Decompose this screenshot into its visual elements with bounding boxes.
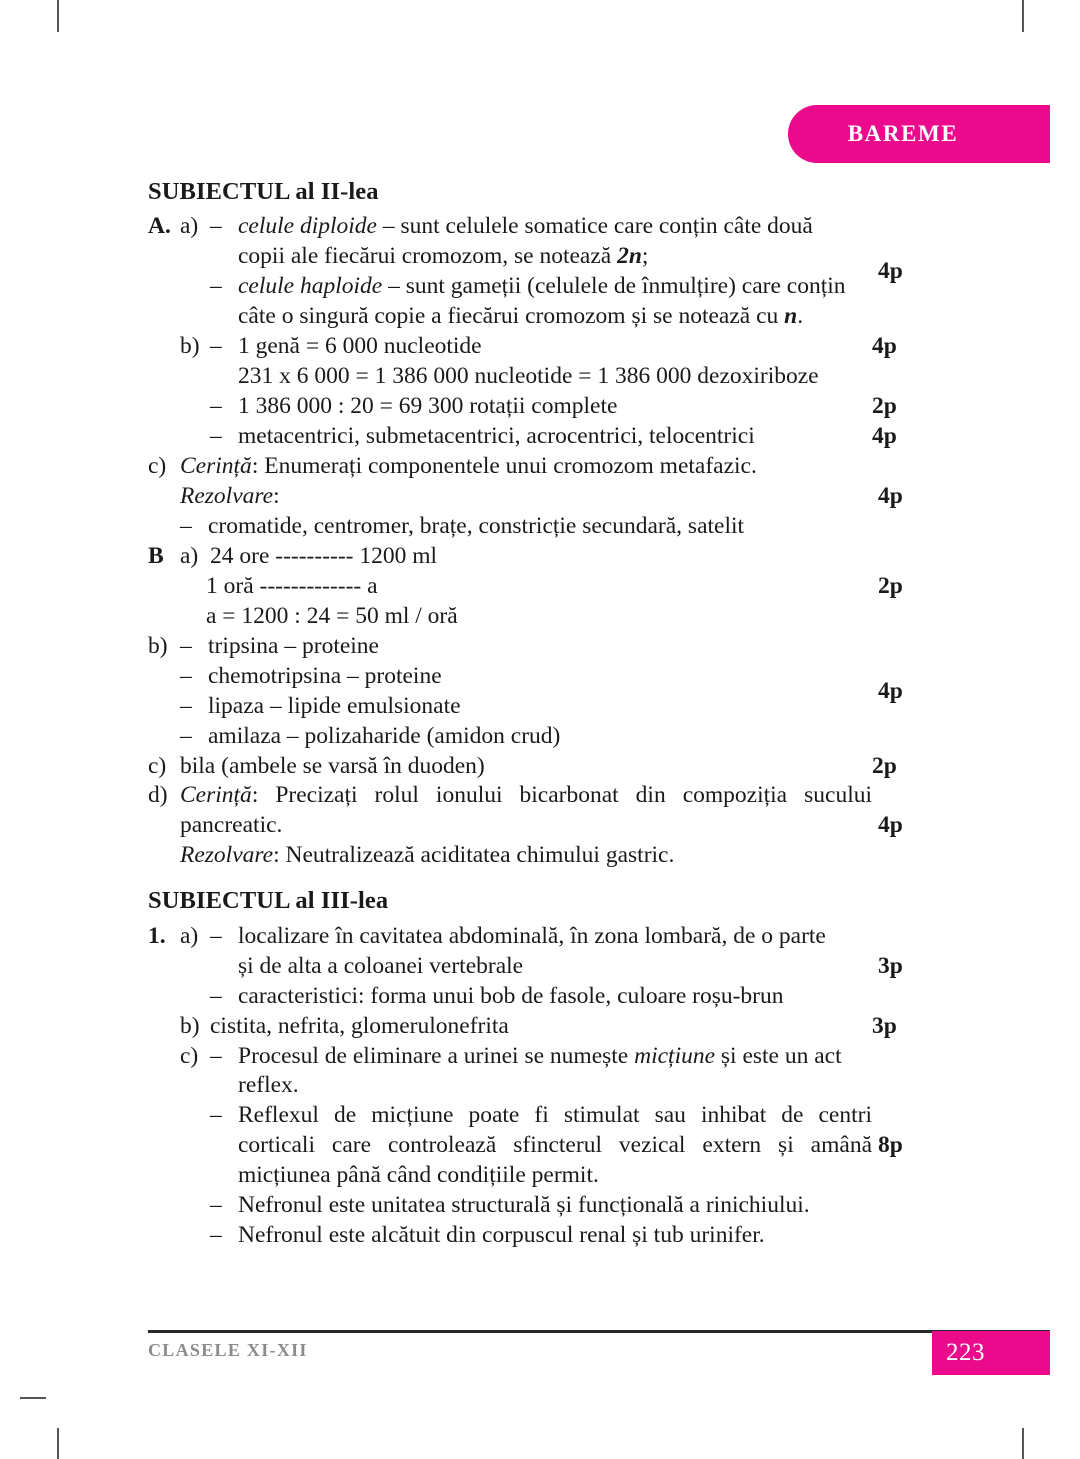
marker-A-a: a) — [180, 213, 199, 240]
rezolvare-line — [180, 482, 872, 512]
enzyme-item: lipaza – lipide emulsionate — [208, 692, 461, 719]
proportion-line-3: a = 1200 : 24 = 50 ml / oră — [206, 602, 458, 629]
item-1-a — [148, 922, 928, 1012]
kidney-location-line-2: și de alta a coloanei vertebrale — [238, 952, 524, 979]
item-1-b — [148, 1012, 928, 1042]
bullet-dash: – — [180, 692, 192, 719]
mictiune-post: și este un act reflex. — [238, 1042, 842, 1099]
calc-line-3: 1 386 000 : 20 = 69 300 rotații complete — [238, 393, 618, 420]
bullet-dash: – — [210, 423, 222, 450]
bullet-dash: – — [210, 982, 222, 1009]
marker-B-c: c) — [148, 752, 167, 779]
points-A-b-1: 4p — [872, 333, 897, 360]
points-A-c: 4p — [878, 482, 903, 509]
marker-B-d: d) — [148, 782, 168, 809]
term-celule-diploide: celule diploide — [238, 213, 377, 240]
item-B-c — [148, 752, 928, 782]
bullet-text — [238, 272, 872, 302]
crop-mark-bottom-left-h — [20, 1397, 46, 1399]
marker-1: 1. — [148, 922, 166, 949]
item-B-a — [148, 542, 928, 632]
footer-class-label: CLASELE XI-XII — [148, 1340, 308, 1360]
item-B-b — [148, 632, 928, 752]
cont-pre: câte o singură copie a fiecărui cromozom și se notează cu — [238, 303, 785, 330]
bareme-badge-label: BAREME — [847, 121, 959, 146]
bullet-dash: – — [210, 1042, 222, 1069]
rezolvare-text: : Neutralizează aciditatea chimului gastric. — [273, 842, 675, 869]
crop-mark-bottom-left — [57, 1428, 59, 1459]
bullet-dash: – — [180, 512, 192, 539]
bullet-dash: – — [210, 393, 222, 420]
points-B-d: 4p — [878, 812, 903, 839]
points-A-a: 4p — [878, 258, 903, 285]
label-cerinta: Cerință — [180, 782, 252, 809]
marker-B-a: a) — [180, 542, 199, 569]
nefron-structure: Nefronul este alcătuit din corpuscul renal și tub urinifer. — [238, 1222, 765, 1249]
cont-post: ; — [641, 243, 649, 270]
document-content — [148, 176, 928, 1251]
item-A-a — [148, 212, 928, 332]
notation-n: n — [784, 303, 798, 330]
diseases-text: cistita, nefrita, glomerulonefrita — [210, 1012, 509, 1039]
label-cerinta: Cerință — [180, 452, 252, 479]
label-rezolvare: Rezolvare — [180, 482, 274, 509]
points-A-b-3: 2p — [872, 393, 897, 420]
item-A-c — [148, 452, 928, 542]
bullet-dash: – — [180, 722, 192, 749]
crop-mark-top-left — [57, 0, 59, 32]
marker-A-c: c) — [148, 452, 167, 479]
points-A-b-4: 4p — [872, 423, 897, 450]
points-1-a: 3p — [878, 952, 903, 979]
bullet-text: cromatide, centromer, brațe, constricție secundară, satelit — [208, 512, 745, 539]
bullet-dash: – — [210, 922, 222, 949]
marker-B: B — [148, 542, 164, 569]
bullet-continuation — [148, 242, 872, 272]
section-title-subiectul-2: SUBIECTUL al II-lea — [148, 178, 379, 205]
marker-1-b: b) — [180, 1012, 200, 1039]
points-B-a: 2p — [878, 572, 903, 599]
bullet-dash: – — [210, 273, 222, 300]
marker-B-b: b) — [148, 632, 168, 659]
crop-mark-top-right — [1022, 0, 1024, 32]
marker-1-c: c) — [180, 1042, 199, 1069]
points-1-c: 8p — [878, 1132, 903, 1159]
points-B-c: 2p — [872, 752, 897, 779]
item-A-b — [148, 332, 928, 452]
kidney-location-line-1: localizare în cavitatea abdominală, în zona lombară, de o parte — [238, 922, 826, 949]
mictiune-pre: Procesul de eliminare a urinei se numește — [238, 1042, 635, 1069]
bullet-text — [238, 212, 872, 242]
bile-text: bila (ambele se varsă în duoden) — [180, 752, 485, 779]
bareme-badge-fill — [788, 105, 1050, 163]
bullet-dash: – — [180, 632, 192, 659]
proportion-line-2: 1 oră ------------- a — [206, 572, 378, 599]
bullet-dash: – — [210, 333, 222, 360]
section-title-subiectul-3: SUBIECTUL al III-lea — [148, 887, 389, 915]
bullet-rest: – sunt gameții (celulele de înmulțire) care conțin — [382, 273, 846, 300]
nefron-unit: Nefronul este unitatea structurală și funcțională a rinichiului. — [238, 1192, 810, 1219]
page-number: 223 — [946, 1339, 985, 1366]
term-mictiune: micțiune — [634, 1042, 716, 1069]
proportion-line-1: 24 ore ---------- 1200 ml — [210, 542, 438, 569]
label-rezolvare: Rezolvare — [180, 842, 274, 869]
cerinta-text: : Precizați rolul ionului bicarbonat din compoziția sucului pancreatic. — [180, 782, 872, 839]
marker-1-a: a) — [180, 922, 199, 949]
bullet-continuation — [148, 302, 872, 332]
enzyme-item: chemotripsina – proteine — [208, 662, 442, 689]
cerinta-line — [180, 452, 872, 482]
bullet-dash: – — [210, 213, 222, 240]
bullet-dash: – — [180, 662, 192, 689]
cont-post: . — [797, 303, 804, 330]
mictiune-definition — [238, 1042, 872, 1102]
bullet-dash: – — [210, 1222, 222, 1249]
bareme-badge — [788, 105, 1050, 163]
item-B-d — [148, 781, 928, 871]
calc-line-4: metacentrici, submetacentrici, acrocentrici, telocentrici — [238, 423, 755, 450]
cerinta-line — [180, 781, 872, 841]
reflex-description: Reflexul de micțiune poate fi stimulat sau inhibat de centri corticali care controlează sfincterul vezical extern și amână micțiunea până când condițiile permit. — [238, 1102, 872, 1189]
bullet-rest: – sunt celulele somatice care conțin câte două — [377, 213, 813, 240]
cont-pre: copii ale fiecărui cromozom, se notează — [238, 243, 618, 270]
enzyme-item: amilaza – polizaharide (amidon crud) — [208, 722, 561, 749]
points-B-b: 4p — [878, 677, 903, 704]
term-celule-haploide: celule haploide — [238, 273, 383, 300]
footer-divider — [148, 1330, 1050, 1333]
bullet-dash: – — [210, 1192, 222, 1219]
notation-2n: 2n — [617, 243, 642, 270]
cerinta-text: : Enumerați componentele unui cromozom metafazic. — [251, 452, 757, 479]
rezolvare-line — [180, 841, 872, 871]
page-number-block — [932, 1331, 1050, 1375]
kidney-characteristics: caracteristici: forma unui bob de fasole, culoare roșu-brun — [238, 982, 784, 1009]
marker-A: A. — [148, 213, 171, 240]
item-1-c — [148, 1042, 928, 1252]
rezolvare-text: : — [273, 482, 280, 509]
marker-A-b: b) — [180, 333, 200, 360]
enzyme-item: tripsina – proteine — [208, 632, 379, 659]
points-1-b: 3p — [872, 1012, 897, 1039]
calc-line-2: 231 x 6 000 = 1 386 000 nucleotide = 1 386 000 dezoxiriboze — [238, 363, 819, 390]
calc-line-1: 1 genă = 6 000 nucleotide — [238, 333, 482, 360]
crop-mark-bottom-right — [1022, 1428, 1024, 1459]
bullet-dash: – — [210, 1102, 222, 1129]
